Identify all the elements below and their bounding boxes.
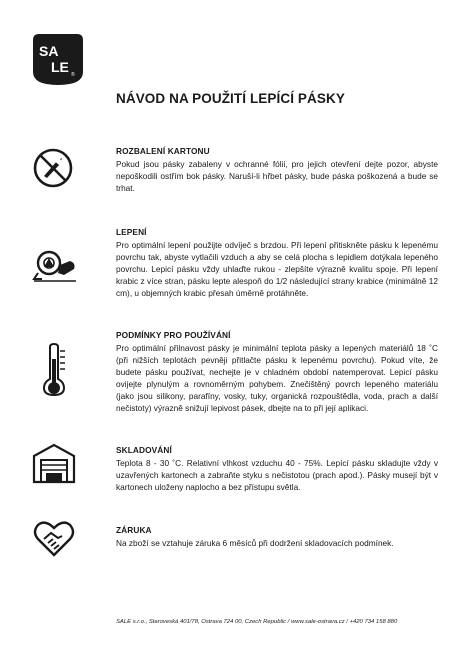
section-heading: LEPENÍ — [116, 227, 147, 237]
section-heading: ROZBALENÍ KARTONU — [116, 146, 210, 156]
section-text: Teplota 8 - 30 ˚C. Relativní vlhkost vzduchu 40 - 75%. Lepící pásku skladujte vždy v uzavřených kartonech a zabraňte styku s nečistotou (prach apod.). Pásky musejí být v kartonech uloženy naplocho a bez přístupu světla. — [116, 458, 438, 493]
logo-letters-top: SA — [39, 43, 59, 59]
no-knife-icon — [32, 147, 74, 189]
section-heading: PODMÍNKY PRO POUŽÍVÁNÍ — [116, 330, 231, 340]
thermometer-icon — [40, 343, 70, 397]
warehouse-icon — [32, 442, 76, 484]
page-title: NÁVOD NA POUŽITÍ LEPÍCÍ PÁSKY — [116, 91, 345, 106]
section-conditions — [116, 329, 438, 415]
section-heading: SKLADOVÁNÍ — [116, 445, 172, 455]
section-text: Pro optimální přilnavost pásky je minimální teplota pásky a lepených materiálů 18 ˚C (při nižších teplotách pevněji přitlačte pásku k lepenému povrchu). Pokud víte, že budete pásku používat, nechejte je v chladném období natemperovat. Lepicí pásku ovijejte plynulým a rovnoměrným pohybem. Znečištěný povrch lepeného materiálu (jako jsou silikony, parafíny, vosky, tuky, organická rozpouštědla, voda, prach a další nečistoty) výrazně snižují lepivost pásek, dbejte na to při její aplikaci. — [116, 343, 438, 414]
section-text: Pokud jsou pásky zabaleny v ochranné fólii, pro jejich otevření dejte pozor, abyste nepoškodili ostřím bok pásky. Naruší-li hřbet pásky, bude páska poškozená a bude se trhat. — [116, 159, 438, 194]
section-warranty — [116, 524, 438, 549]
section-heading: ZÁRUKA — [116, 525, 152, 535]
handshake-heart-icon — [32, 519, 76, 559]
section-taping — [116, 226, 438, 299]
logo-letters-bottom: LE — [51, 59, 69, 75]
tape-dispenser-icon — [32, 241, 78, 287]
section-unpacking — [116, 145, 438, 194]
registered-mark: ® — [71, 72, 75, 78]
section-text: Na zboží se vztahuje záruka 6 měsíců při dodržení skladovacích podmínek. — [116, 538, 394, 548]
footer-contact: SALE s.r.o., Staroveská 401/78, Ostrava 724 00, Czech Republic / www.sale-ostrava.cz / +420 734 158 880 — [116, 619, 398, 625]
sale-logo — [31, 32, 85, 87]
section-text: Pro optimální lepení použijte odvíječ s brzdou. Při lepení přitiskněte pásku k lepenému povrchu tak, abyste vytlačili vzduch a aby se celá plocha s lepidlem dotýkala lepeného povrchu. Lepicí pásku vždy uhlaďte rukou - zlepšíte výrazně kvalitu spoje. Při lepení krabic z více stran, pásku lepte alespoň do 1/2 následující strany krabice (minimálně 12 cm), u objemných krabic přesah úměrně protáhněte. — [116, 240, 438, 299]
section-storage — [116, 444, 438, 493]
